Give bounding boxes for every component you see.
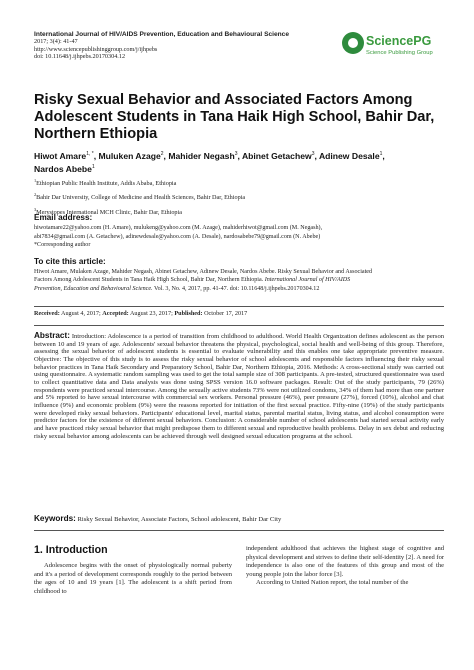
author-name: Muluken Azage — [98, 150, 161, 161]
publisher-logo — [342, 30, 442, 64]
journal-name: International Journal of HIV/AIDS Prevention, Education and Behavioural Science — [34, 31, 290, 38]
publisher-tagline: Science Publishing Group — [366, 50, 433, 56]
author-name: Mahider Negash — [168, 150, 235, 161]
keywords — [34, 515, 444, 524]
journal-issue: 2017; 3(4): 41-47 — [34, 38, 78, 46]
author-affiliation-marker: 1 — [379, 151, 383, 157]
corresponding-author-note: *Corresponding author — [34, 242, 91, 249]
abstract-label: Abstract: — [34, 331, 70, 340]
citation: Hiwot Amare, Mulaken Azage, Mahider Negash, Abinet Getachew, Adinew Desale, Nardos Abebe. Risky Sexual Behavior and Associated Factors Among Adolescent Students in Tana Haik High School, Bahir Dar, Northern Ethiopia. International Journal of HIV/AIDS Prevention, Education and Behavioural Science. Vol. 3, No. 4, 2017, pp. 41-47. doi: 10.11648/j.ijhpebs.20170304.12 — [34, 269, 373, 292]
divider — [34, 306, 444, 307]
email-line[interactable]: hiwotamare22@yahoo.com (H. Amare), mulukeng@yahoo.com (M. Azage), mahiderhiwot@gmail.com (M. Negash), — [34, 225, 323, 231]
author-list: Hiwot Amare$^{1, *}$, Muluken Azage$^2$, Mahider Negash$^3$, Abinet Getachew$^3$, Adinew Desale$^1$, Nardos Abebe$^1$ — [34, 150, 385, 174]
divider — [34, 530, 444, 531]
journal-url[interactable]: http://www.sciencepublishinggroup.com/j/ijhpebs — [34, 45, 158, 53]
author-name: Abinet Getachew — [241, 150, 312, 161]
author-affiliation-marker: 3 — [311, 151, 315, 157]
email-line[interactable]: abi7834@gmail.com (A. Getachew), adinewdesale@yahoo.com (A. Desale), nardosabebe79@gmail.com (N. Abebe) — [34, 233, 321, 240]
keywords-text: Risky Sexual Behavior, Associate Factors, School adolescent, Bahir Dar City — [77, 516, 282, 523]
cite-heading: To cite this article: — [34, 257, 106, 266]
journal-header — [34, 31, 334, 61]
article-title: Risky Sexual Behavior and Associated Factors Among Adolescent Students in Tana Haik High School, Bahir Dar, Northern Ethiopia — [34, 92, 435, 142]
affiliation-item: $^3$Merystopes International MCH Clinic, Bahir Dar, Ethiopia — [34, 206, 182, 216]
email-heading: Email address: — [34, 213, 93, 222]
paragraph: Adolescence begins with the onset of physiologically normal puberty and it's a period of development corresponds roughly to the period between the ages of 10 and 19 years [1]. The adolescent is a shift period from childhood to — [34, 562, 232, 595]
abstract-text: Introduction: Adolescence is a period of transition from childhood to adulthood. World Health Organization defines adolescent as the person between 10 and 19 years of age. Adolescents' sexual behavior threatens the physical, psychological, social health and well-being of this group. Therefore, assessing the sexual behavior of adolescent students is essential to evaluate vulnerability and this enables one take appropriate preventive measure. Objective: The objective of this study is to assess the risky sexual behavior of school adolescents and responsible factors influencing their risky sexual behavior practices in Tana Haik Secondary and Preparatory School, Bahir Dar, Northern Ethiopia, 2016. Methods: A cross-sectional study was carried out using questionnaire. A systematic random sampling was used to get the total sample size of 308 participants. A pre-tested, structured questionnaire was used to collect quantitative data and Data analysis was done using SPSS version 16.0 software packages. Result: Out of the study participants, 79 (26%) respondents were practiced sexual intercourse. Among the sexually active students 73% were not utilized condoms, 34% of them had more than one partner and 5% reported to have sexual intercourse with commercial sex workers. Personal pressure (46%), peer pressure (27%), forced (10%), alcohol and chat influence (9%) and economic problem (9%) were the reasons reported for initiation of the first sexual practice. Fifty-nine (19%) of the study participants were developed risky sexual behaviors. Participants' educational level, marital status, parental marital status, living status, and alcohol consumption were predictor factors for the existence of different sexual behaviors. Conclusion: A considerable number of school adolescents had started sexual activity early and have practiced risky sexual behavior that might predispose them to different sexual and reproductive health problems. Delay in sex debut and reducing risky sexual behavior among adolescents can be achieved through well designed sexual education programs at the school. — [34, 333, 445, 440]
paragraph: independent adulthood that achieves the highest stage of cognitive and physical development and strives to define their self-identity [2]. A need for independence is also one of the features of this group and most of the young people join the labor force [3]. — [246, 545, 444, 578]
divider — [34, 325, 444, 326]
keywords-label: Keywords: — [34, 514, 76, 523]
author-name: Adinew Desale — [318, 150, 380, 161]
email-addresses — [34, 224, 444, 250]
article-doi[interactable]: doi: 10.11648/j.ijhpebs.20170304.12 — [34, 53, 126, 61]
publisher-name: SciencePG — [366, 34, 432, 48]
affiliation-item: $^1$Ethiopian Public Health Institute, Addis Ababa, Ethiopia — [34, 178, 177, 188]
author-affiliation-marker: 1, * — [86, 151, 94, 157]
publication-dates: Received: August 4, 2017; Accepted: August 23, 2017; Published: October 17, 2017 — [34, 310, 248, 317]
intro-right-column — [246, 545, 444, 588]
author-affiliation-marker: 1 — [91, 163, 95, 170]
intro-left-column — [34, 562, 232, 596]
affiliation-item: $^2$Bahir Dar University, College of Medicine and Health Sciences, Bahir Dar, Ethiopia — [34, 192, 246, 202]
author-name: Nardos Abebe — [34, 163, 92, 174]
author-affiliation-marker: 2 — [160, 151, 164, 157]
author-name: Hiwot Amare — [34, 150, 87, 161]
sciencepg-logo-icon — [342, 32, 364, 54]
section-heading: 1. Introduction — [34, 544, 108, 556]
paragraph: According to United Nation report, the total number of the — [256, 579, 409, 587]
author-affiliation-marker: 3 — [234, 151, 238, 157]
affiliations — [34, 177, 444, 220]
abstract — [34, 332, 444, 440]
